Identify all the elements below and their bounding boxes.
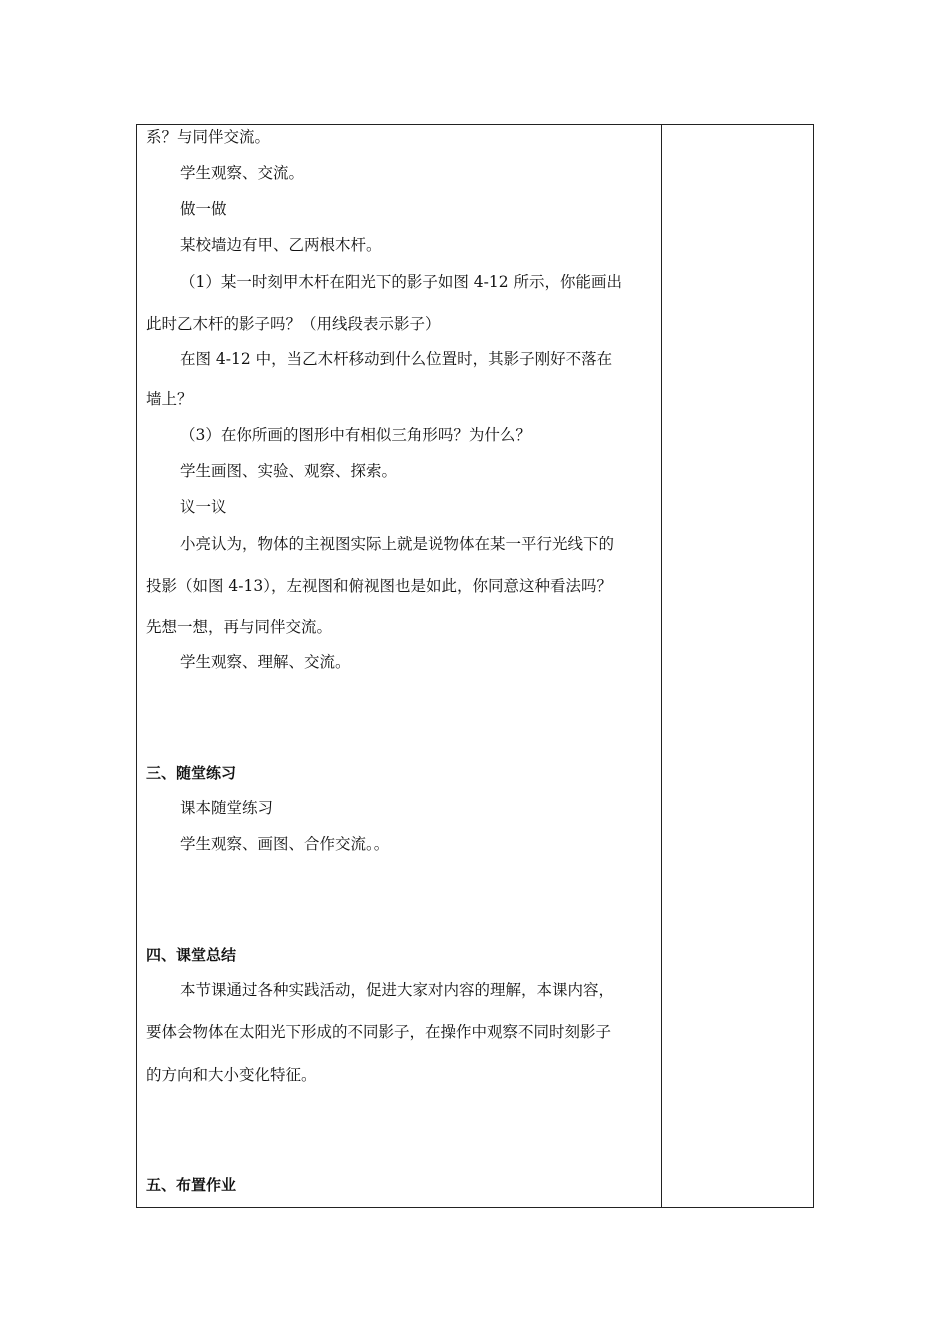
section-heading-4: 四、课堂总结	[146, 946, 237, 964]
text-line: 学生观察、交流。	[180, 164, 305, 182]
text-line: 某校墙边有甲、乙两根木杆。	[180, 236, 382, 254]
section-heading-3: 三、随堂练习	[146, 764, 237, 782]
text-line: 要体会物体在太阳光下形成的不同影子，在操作中观察不同时刻影子	[146, 1023, 612, 1041]
notes-cell	[662, 125, 813, 1207]
text-line: 先想一想，再与同伴交流。	[146, 618, 333, 636]
activity-title-discuss: 议一议	[180, 498, 227, 516]
text-line: （1）某一时刻甲木杆在阳光下的影子如图 4-12 所示，你能画出	[180, 273, 623, 291]
text-line: 的方向和大小变化特征。	[146, 1066, 317, 1084]
text-line: 投影（如图 4-13），左视图和俯视图也是如此，你同意这种看法吗？	[146, 577, 613, 595]
text-line: 学生观察、画图、合作交流。。	[180, 835, 390, 853]
text-line: 在图 4-12 中，当乙木杆移动到什么位置时，其影子刚好不落在	[180, 350, 613, 368]
activity-title-do: 做一做	[180, 200, 227, 218]
text-line: 学生画图、实验、观察、探索。	[180, 462, 398, 480]
text-line: 系？与同伴交流。	[146, 128, 271, 146]
text-line: 小亮认为，物体的主视图实际上就是说物体在某一平行光线下的	[180, 535, 615, 553]
text-line: 此时乙木杆的影子吗？（用线段表示影子）	[146, 315, 441, 333]
section-heading-5: 五、布置作业	[146, 1176, 237, 1194]
text-line: （3）在你所画的图形中有相似三角形吗？为什么？	[180, 426, 531, 444]
lesson-table	[136, 124, 814, 1208]
text-line: 墙上？	[146, 390, 193, 408]
text-line: 学生观察、理解、交流。	[180, 653, 351, 671]
text-line: 本节课通过各种实践活动，促进大家对内容的理解，本课内容，	[180, 981, 615, 999]
text-line: 课本随堂练习	[180, 799, 274, 817]
content-cell	[137, 125, 662, 1207]
